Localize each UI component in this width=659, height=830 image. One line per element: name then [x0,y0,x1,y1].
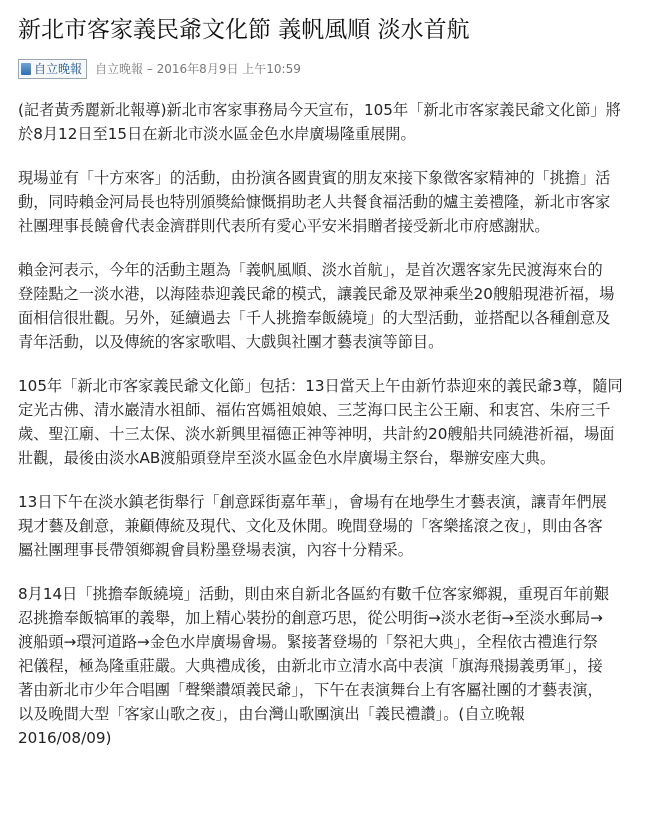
source-logo[interactable] [18,59,87,79]
paragraph-4: 105年「新北市客家義民爺文化節」包括：13日當天上午由新竹恭迎來的義民爺3尊，隨同 定光古佛、清水巖清水祖師、福佑宮媽祖娘娘、三芝海口民主公王廟、和衷宮、朱府三千 歲、聖江廟、十三太保、淡水新興里福德正神等神明，共計約20艘船共同繞港祈福，場面 壯觀，最後由淡水AB渡船頭登岸至淡水區金色水岸廣場主祭台，舉辦安座大典。 [18,377,623,467]
paragraph-6: 8月14日「挑擔奉飯繞境」活動，則由來自新北各區約有數千位客家鄉親，重現百年前艱 忍挑擔奉飯犒軍的義舉，加上精心裝扮的創意巧思，從公明街→淡水老街→至淡水郵局→ 渡船頭→環河道路→金色水岸廣場會場。緊接著登場的「祭祀大典」，全程依古禮進行祭 祀儀程，極為隆重莊嚴。大典禮成後，由新北市立清水高中表演「旗海飛揚義勇軍」，接 著由新北市少年合唱團「聲樂讚頌義民爺」，下午在表演舞台上有客屬社團的才藝表演， 以及晚間大型「客家山歌之夜」，由台灣山歌團演出「義民禮讚」。(自立晚報 2016/08/09) [18,585,609,747]
newspaper-icon [21,63,31,75]
paragraph-2: 現場並有「十方來客」的活動，由扮演各國貴賓的朋友來接下象徵客家精神的「挑擔」活 動，同時賴金河局長也特別頒獎給慷慨捐助老人共餐食福活動的爐主姜禮隆，新北市客家 社團理事長饒會代表金濟群則代表所有愛心平安米捐贈者接受新北市府感謝狀。 [18,169,611,235]
paragraph-5: 13日下午在淡水鎮老街舉行「創意踩街嘉年華」，會場有在地學生才藝表演，讓青年們展 現才藝及創意，兼顧傳統及現代、文化及休閒。晚間登場的「客樂搖滾之夜」，則由各客 屬社團理事長帶領鄉親會員粉墨登場表演，內容十分精采。 [18,493,607,559]
source-logo-text: 自立晚報 [34,62,83,76]
byline-timestamp: 自立晚報 – 2016年8月9日 上午10:59 [95,62,301,76]
article-title: 新北市客家義民爺文化節 義帆風順 淡水首航 [18,17,470,43]
article-meta [18,58,301,80]
article-body [18,98,648,770]
paragraph-3: 賴金河表示，今年的活動主題為「義帆風順、淡水首航」，是首次選客家先民渡海來台的 登陸點之一淡水港，以海陸恭迎義民爺的模式，讓義民爺及眾神乘坐20艘船現港祈福，場 面相信很壯觀。另外，延續過去「千人挑擔奉飯繞境」的大型活動，並搭配以各種創意及 青年活動，以及傳統的客家歌唱、大戲與社團才藝表演等節目。 [18,261,615,351]
paragraph-1: (記者黃秀麗新北報導)新北市客家事務局今天宣布，105年「新北市客家義民爺文化節」將 於8月12日至15日在新北市淡水區金色水岸廣場隆重展開。 [18,101,621,143]
